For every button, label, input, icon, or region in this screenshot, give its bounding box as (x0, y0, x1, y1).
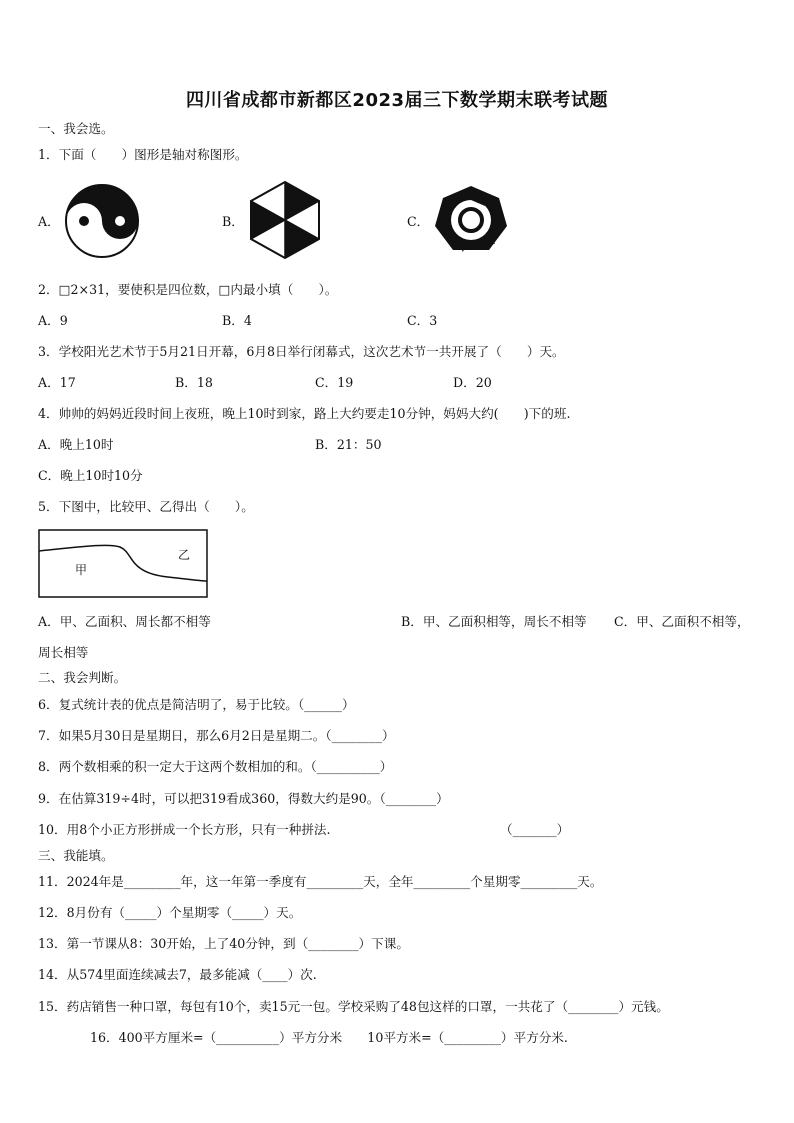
q1-option-b-label: B． (222, 214, 244, 229)
q4-option-b: B．21：50 (315, 437, 382, 452)
question-1: 1．下面（ ）图形是轴对称图形。 (38, 147, 248, 162)
pinwheel-heptagon-figure (433, 184, 509, 256)
q1-option-a-label: A． (38, 214, 60, 229)
q3-option-d: D．20 (453, 375, 492, 390)
question-16: 16．400平方厘米=（__________）平方分米 10平方米=（_________）平方分米. (90, 1030, 568, 1045)
q5-option-c-cont: 周长相等 (38, 645, 89, 660)
q5-option-c: C．甲、乙面积不相等， (614, 614, 750, 629)
question-2: 2．□2×31，要使积是四位数，□内最小填（ ）。 (38, 282, 338, 297)
question-12: 12．8月份有（_____）个星期零（_____）天。 (38, 905, 302, 920)
q1-option-c-label: C． (407, 214, 430, 229)
q3-option-b: B．18 (175, 375, 213, 390)
q5-option-b: B．甲、乙面积相等，周长不相等 (401, 614, 587, 629)
q2-option-b: B．4 (222, 313, 252, 328)
q3-option-a: A．17 (38, 375, 76, 390)
jia-yi-figure (38, 529, 210, 599)
question-5: 5．下图中，比较甲、乙得出（ ）。 (38, 499, 254, 514)
question-4: 4．帅帅的妈妈近段时间上夜班，晚上10时到家，路上大约要走10分钟，妈妈大约( )下的班. (38, 406, 571, 421)
section-1-heading: 一、我会选。 (38, 121, 114, 136)
question-14: 14．从574里面连续减去7，最多能减（____）次. (38, 967, 317, 982)
q2-option-a: A．9 (38, 313, 68, 328)
q3-option-c: C．19 (315, 375, 354, 390)
q4-option-a: A．晚上10时 (38, 437, 114, 452)
question-6: 6．复式统计表的优点是简洁明了，易于比较。（______） (38, 697, 355, 712)
question-8: 8．两个数相乘的积一定大于这两个数相加的和。（__________） (38, 759, 393, 774)
question-3: 3．学校阳光艺术节于5月21日开幕，6月8日举行闭幕式，这次艺术节一共开展了（ ）天。 (38, 344, 565, 359)
question-15: 15．药店销售一种口罩，每包有10个，卖15元一包。学校采购了48包这样的口罩，一共花了（________）元钱。 (38, 999, 669, 1014)
hexagon-figure (249, 180, 321, 260)
question-11: 11．2024年是_________年，这一年第一季度有_________天，全年_________个星期零_________天。 (38, 874, 603, 889)
section-3-heading: 三、我能填。 (38, 848, 114, 863)
yin-yang-figure (64, 183, 140, 259)
section-2-heading: 二、我会判断。 (38, 670, 127, 685)
question-13: 13．第一节课从8：30开始，上了40分钟，到（________）下课。 (38, 936, 409, 951)
question-10-blank: （_______） (500, 822, 570, 837)
jia-label: 甲 (75, 563, 88, 577)
question-9: 9．在估算319÷4时，可以把319看成360，得数大约是90。（________） (38, 791, 449, 806)
yi-label: 乙 (178, 548, 191, 562)
q2-option-c: C．3 (407, 313, 438, 328)
page-title: 四川省成都市新都区2023届三下数学期末联考试题 (185, 90, 609, 111)
question-10: 10．用8个小正方形拼成一个长方形，只有一种拼法. (38, 822, 331, 837)
q4-option-c: C．晚上10时10分 (38, 468, 143, 483)
question-7: 7．如果5月30日是星期日，那么6月2日是星期二。（________） (38, 728, 395, 743)
q5-option-a: A．甲、乙面积、周长都不相等 (38, 614, 211, 629)
